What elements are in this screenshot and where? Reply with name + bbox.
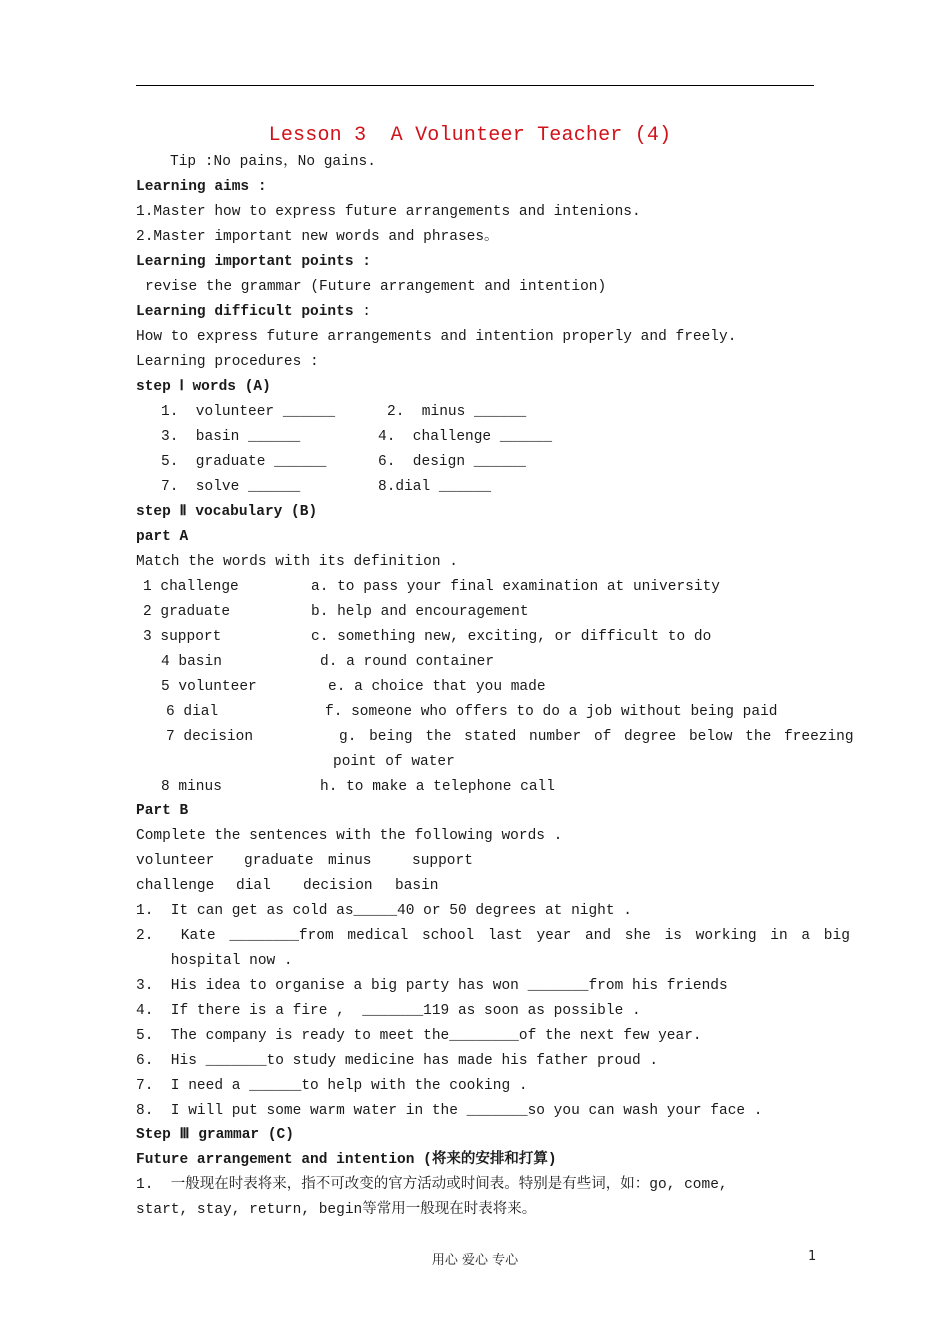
part-b-instruction: Complete the sentences with the following words .: [136, 828, 563, 844]
word-item: 7. solve ______: [161, 479, 301, 495]
match-word: 6 dial: [166, 704, 219, 720]
difficult-points-colon: :: [362, 304, 371, 320]
step1-heading: step Ⅰ words (A): [136, 379, 271, 395]
sentence: 8. I will put some warm water in the _______so you can wash your face .: [136, 1103, 763, 1119]
word-item: 1. volunteer ______: [161, 404, 336, 420]
aims-heading: Learning aims :: [136, 179, 267, 195]
important-points-heading: Learning important points :: [136, 254, 371, 270]
difficult-points-text: How to express future arrangements and intention properly and freely.: [136, 329, 737, 345]
match-word: 5 volunteer: [161, 679, 257, 695]
header-rule: [136, 85, 814, 86]
difficult-points-heading-line: [136, 302, 371, 322]
sentence: 4. If there is a fire , _______119 as soon as possible .: [136, 1003, 641, 1019]
word-bank-word: minus: [328, 853, 372, 869]
sentence: 3. His idea to organise a big party has won _______from his friends: [136, 978, 728, 994]
word-item: 8.dial ______: [378, 479, 492, 495]
match-definition: c. something new, exciting, or difficult to do: [311, 629, 712, 645]
sentence: 7. I need a ______to help with the cooking .: [136, 1078, 528, 1094]
match-definition-continued: point of water: [333, 754, 455, 770]
match-definition-justified: [339, 727, 854, 747]
lesson-title: Lesson 3 A Volunteer Teacher (4): [268, 124, 672, 147]
word-bank-word: decision: [303, 878, 373, 894]
word-item: 6. design ______: [378, 454, 526, 470]
match-definition: a. to pass your final examination at university: [311, 579, 720, 595]
word-item: 5. graduate ______: [161, 454, 327, 470]
aims-item: 1.Master how to express future arrangements and intenions.: [136, 204, 641, 220]
aims-item: 2.Master important new words and phrases。: [136, 229, 499, 245]
match-word: 3 support: [143, 629, 222, 645]
match-word: 1 challenge: [143, 579, 239, 595]
match-definition: b. help and encouragement: [311, 604, 529, 620]
word-bank-word: volunteer: [136, 853, 215, 869]
page-number: 1: [808, 1249, 817, 1264]
sentence: 5. The company is ready to meet the________of the next few year.: [136, 1028, 702, 1044]
part-b-heading: Part B: [136, 803, 189, 819]
sentence: 2. Kate ________from medical school last year and she is working in a big: [136, 928, 850, 944]
match-word: 8 minus: [161, 779, 222, 795]
tip-line: Tip :No pains，No gains.: [170, 154, 376, 170]
difficult-points-heading: Learning difficult points: [136, 304, 354, 320]
word-item: 2. minus ______: [387, 404, 527, 420]
word-item: 3. basin ______: [161, 429, 301, 445]
sentence: 1. It can get as cold as_____40 or 50 degrees at night .: [136, 903, 632, 919]
procedures-heading: Learning procedures :: [136, 354, 319, 370]
word-item: 4. challenge ______: [378, 429, 553, 445]
grammar-point: 1. 一般现在时表将来，指不可改变的官方活动或时间表。特别是有些词，如：go, come,: [136, 1177, 728, 1193]
word-bank-word: graduate: [244, 853, 314, 869]
word-bank-word: dial: [236, 878, 271, 894]
match-word: 7 decision: [166, 729, 254, 745]
grammar-subheading: Future arrangement and intention (将来的安排和打算): [136, 1152, 557, 1168]
word-bank-word: challenge: [136, 878, 215, 894]
word-bank-word: basin: [395, 878, 439, 894]
match-word: 4 basin: [161, 654, 222, 670]
sentence: 6. His _______to study medicine has made his father proud .: [136, 1053, 659, 1069]
important-points-text: revise the grammar (Future arrangement and intention): [145, 279, 607, 295]
word-bank-word: support: [412, 853, 473, 869]
match-definition: g. being the stated number of degree below the freezing: [339, 729, 854, 745]
match-definition: d. a round container: [320, 654, 495, 670]
match-definition: h. to make a telephone call: [320, 779, 555, 795]
sentence-continued: hospital now .: [136, 953, 293, 969]
step3-heading: Step Ⅲ grammar (C): [136, 1127, 294, 1143]
step2-heading: step Ⅱ vocabulary (B): [136, 504, 318, 520]
match-definition: f. someone who offers to do a job without being paid: [325, 704, 778, 720]
part-a-instruction: Match the words with its definition .: [136, 554, 458, 570]
grammar-point-continued: start, stay, return, begin等常用一般现在时表将来。: [136, 1202, 537, 1218]
match-definition: e. a choice that you made: [328, 679, 546, 695]
footer-text: 用心 爱心 专心: [431, 1253, 519, 1268]
match-word: 2 graduate: [143, 604, 231, 620]
part-a-heading: part A: [136, 529, 189, 545]
